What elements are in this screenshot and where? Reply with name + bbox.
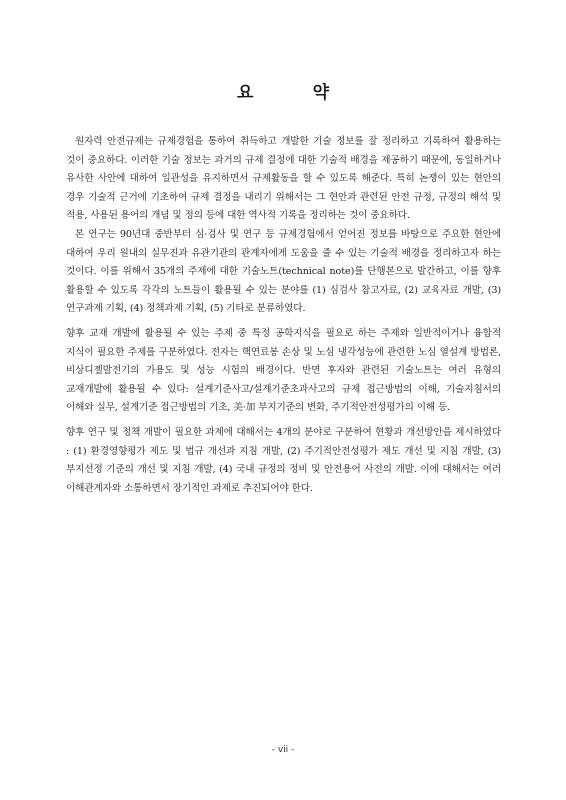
page-title: 요 약 — [236, 83, 330, 103]
summary-paragraph-1: 원자력 안전규제는 규제경험을 통하여 취득하고 개발한 기술 정보를 잘 정리하고 기록하여 활용하는 것이 중요하다. 이러한 기술 정보는 과거의 규제 결정에 대한 기술적 배경을 제공하기 때문에, 동일하거나 유사한 사안에 대하여 일관성을 유지하면서 규제활동을 할 수 있도록 해준다. 특히 논쟁이 있는 현안의 경우 기술적 근거에 기초하여 규제 결정을 내리기 위해서는 그 현안과 관련된 안전 규정, 규정의 해석 및 적용, 사용된 용어의 개념 및 정의 등에 대한 역사적 기록을 정리하는 것이 중요하다. — [66, 136, 501, 222]
page-number: - vii - — [271, 745, 295, 755]
summary-paragraph-2: 본 연구는 90년대 중반부터 심·검사 및 연구 등 규제경험에서 얻어진 정보를 바탕으로 주요한 현안에 대하여 우리 원내의 실무진과 유관기관의 관계자에게 도움을 줄 수 있는 기술적 배경을 정리하고자 하는 것이다. 이를 위해서 35개의 주제에 대한 기술노트(technical note)를 단행본으로 발간하고, 이를 향후 활용할 수 있도록 각각의 노트들이 활용될 수 있는 분야를 (1) 심검사 참고자료, (2) 교육자료 개발, (3) 연구과제 기획, (4) 정책과제 기획, (5) 기타로 분류하였다. — [66, 228, 501, 315]
summary-paragraph-4: 향후 연구 및 정책 개발이 필요한 과제에 대해서는 4개의 분야로 구분하여 현황과 개선방안을 제시하였다 : (1) 환경영향평가 제도 및 법규 개선과 지침 개발, (2) 주기적안전성평가 제도 개선 및 지침 개발, (3) 부지선정 기준의 개선 및 지침 개발, (4) 국내 규정의 정비 및 안전용어 사전의 개발. 이에 대해서는 여러 이해관계자와 소통하면서 장기적인 과제로 추진되어야 한다. — [66, 426, 501, 494]
summary-paragraph-3: 향후 교재 개발에 활용될 수 있는 주제 중 특정 공학지식을 필요로 하는 주제와 일반적이거나 융합적 지식이 필요한 주제를 구분하였다. 전자는 핵연료봉 손상 및 노심 냉각성능에 관련한 노심 열설계 방법론, 비상디젤발전기의 가용도 및 성능 시험의 배경이다. 반면 후자와 관련된 기술노트는 여러 유형의 교재개발에 활용될 수 있다: 설계기준사고/설계기준초과사고의 규제 접근방법의 이해, 기술지침서의 이해와 실무, 설계기준 접근방법의 기초, 美·加 부지기준의 변화, 주기적안전성평가의 이해 등. — [66, 327, 501, 414]
summary-body — [66, 133, 501, 498]
